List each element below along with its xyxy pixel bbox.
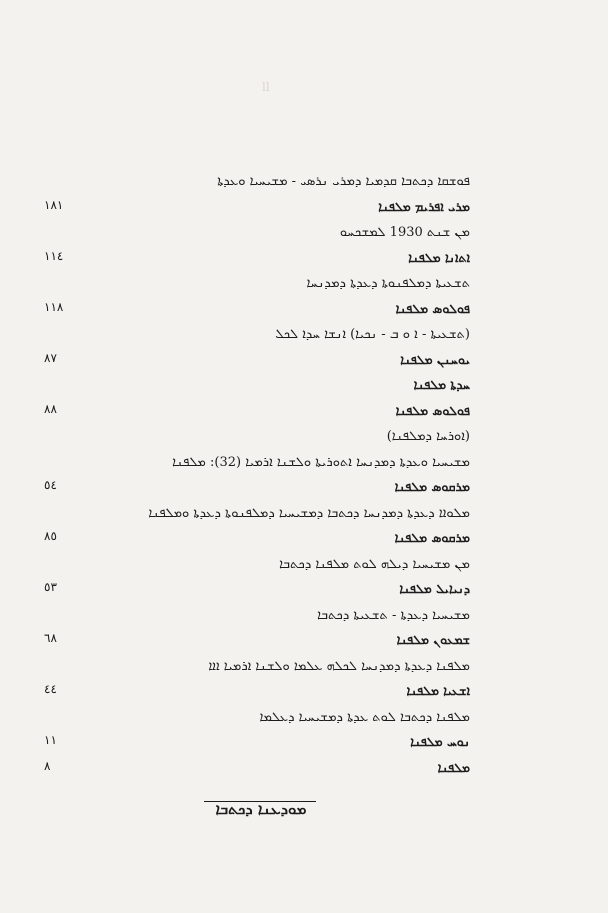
toc-author: ܦܘܠܘܣ ܡܠܦܢܐ xyxy=(395,403,470,418)
toc-author: ܚܕܬܐ ܡܠܦܢܐ xyxy=(413,377,470,392)
toc-entry xyxy=(44,196,470,218)
toc-title: ܡܠܘܐܐ ܕܥܕܬܐ ܕܡܕܢܚܐ ܕܟܬܒܐ ܕܡܫܝܚܝܐ ܕܡܠܦܢܘܬܐ ܕܥܕܬܐ ܘܡܠܦܢܐ xyxy=(148,505,470,521)
toc-title: ܡܢ ܫܢܬ 1930 ܠܡܫܟܚܘ xyxy=(339,224,470,240)
toc-title: ܡܢ ܡܫܝܚܝܐ ܕܝܠܗ ܠܘܬ ܡܠܦܢܐ ܕܟܬܒܐ xyxy=(279,556,470,572)
toc-page-number: ١١٤ xyxy=(44,249,64,263)
toc-title: ܡܫܝܚܝܐ ܘܥܕܬܐ ܕܡܕܢܚܐ ܐܬܘܪܝܬܐ ܘܠܫܢܐ ܐܪܡܝܐ (32): ܡܠܦܢܐ xyxy=(172,454,470,470)
toc-entry xyxy=(50,374,470,396)
toc-page-number: ٨ xyxy=(44,759,51,773)
toc-entry xyxy=(50,323,470,345)
page-mark: ll xyxy=(262,80,270,94)
toc-author: ܡܪܩܘܣ ܡܠܦܢܐ xyxy=(394,479,470,494)
toc-author: ܫܡܥܘܢ ܡܠܦܢܐ xyxy=(396,632,470,647)
toc-title: ܡܠܦܢܐ ܕܥܕܬܐ ܕܡܕܢܚܐ ܠܟܠܗ ܥܠܡܐ ܘܠܫܢܐ ܐܪܡܝܐ ܐܐܐ xyxy=(208,658,470,674)
toc-entry xyxy=(44,578,470,600)
toc-author: ܦܘܠܘܣ ܡܠܦܢܐ xyxy=(395,301,470,316)
toc-entry xyxy=(50,502,470,524)
toc-entry xyxy=(50,553,470,575)
toc-entry xyxy=(44,629,470,651)
toc-page-number: ٥٣ xyxy=(44,580,57,594)
toc-author: ܡܪܝ ܐܦܪܝܡ ܡܠܦܢܐ xyxy=(378,199,470,214)
toc-author: ܡܠܦܢܐ xyxy=(437,760,470,775)
toc-page-number: ٨٥ xyxy=(44,529,57,543)
toc-entry xyxy=(44,400,470,422)
toc-page-number: ٨٧ xyxy=(44,351,57,365)
toc-author: ܐܫܥܝܐ ܡܠܦܢܐ xyxy=(406,683,470,698)
toc-page-number: ٥٤ xyxy=(44,478,57,492)
toc-title: ܦܘܫܩܐ ܕܟܬܒܐ ܩܕܡܝܐ ܕܡܪܝ ܢܪܣܝ - ܡܫܝܚܝܐ ܘܥܕܬܐ xyxy=(217,173,470,189)
toc-entry xyxy=(44,680,470,702)
toc-entry xyxy=(44,757,470,779)
toc-author: ܕܢܝܐܝܠ ܡܠܦܢܐ xyxy=(399,581,470,596)
toc-entry xyxy=(44,298,470,320)
toc-entry xyxy=(44,527,470,549)
toc-entry xyxy=(50,221,470,243)
toc-entry xyxy=(44,476,470,498)
toc-page-number: ٤٤ xyxy=(44,682,57,696)
toc-entry xyxy=(50,272,470,294)
toc-page-number: ١١ xyxy=(44,733,57,747)
toc-page-number: ١١٨ xyxy=(44,300,64,314)
toc-entry xyxy=(50,655,470,677)
section-heading: ܡܘܕܥܢܐ ܕܟܬܒܐ xyxy=(215,800,307,818)
toc-author: ܢܘܚ ܡܠܦܢܐ xyxy=(410,734,470,749)
toc-page-number: ١٨١ xyxy=(44,198,64,212)
toc-title: (ܐܘܪܚܐ ܕܡܠܦܢܐ) xyxy=(386,428,470,444)
toc-author: ܝܘܚܢܢ ܡܠܦܢܐ xyxy=(400,352,470,367)
toc-entry xyxy=(50,425,470,447)
toc-author: ܡܪܩܘܣ ܡܠܦܢܐ xyxy=(394,530,470,545)
toc-page-number: ٦٨ xyxy=(44,631,57,645)
toc-title: (ܬܫܥܝܬܐ - ܐ ܘ ܒ - ܢܟܝܐ) ܐܢܫܐ ܚܕܐ ܠܟܠ xyxy=(275,326,470,342)
toc-entry xyxy=(50,706,470,728)
toc-title: ܡܠܦܢܐ ܕܟܬܒܐ ܠܘܬ ܥܕܬܐ ܕܡܫܝܚܝܐ ܕܥܠܡܐ xyxy=(259,709,470,725)
toc-author: ܐܬܐܢܐ ܡܠܦܢܐ xyxy=(408,250,470,265)
toc-page-number: ٨٨ xyxy=(44,402,57,416)
toc-entry xyxy=(50,170,470,192)
toc-title: ܬܫܥܝܬܐ ܕܡܠܦܢܘܬܐ ܕܥܕܬܐ ܕܡܕܢܚܐ xyxy=(306,275,470,291)
toc-entry xyxy=(44,349,470,371)
toc-entry xyxy=(50,604,470,626)
toc-title: ܡܫܝܚܝܐ ܕܥܕܬܐ - ܬܫܥܝܬܐ ܕܟܬܒܐ xyxy=(317,607,470,623)
toc-entry xyxy=(44,731,470,753)
toc-entry xyxy=(44,247,470,269)
toc-entry xyxy=(50,451,470,473)
